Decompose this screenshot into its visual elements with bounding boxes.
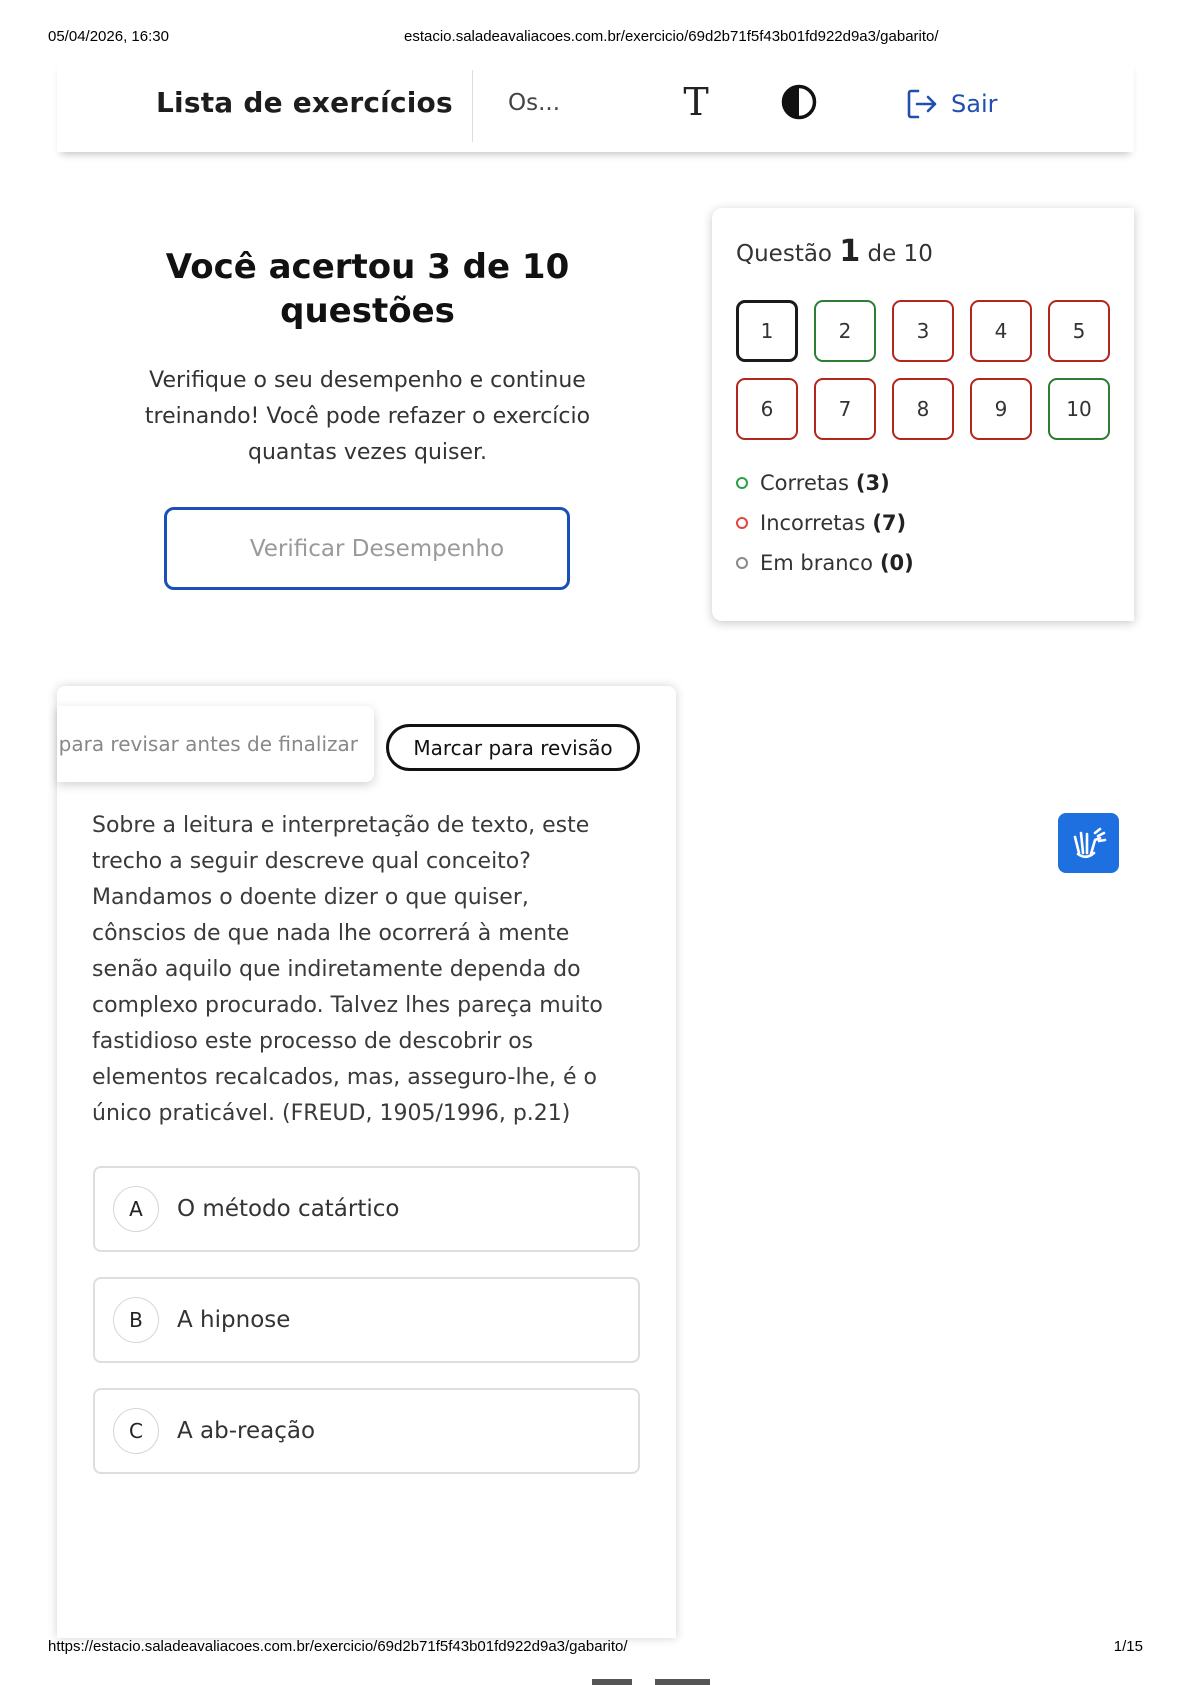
- option-c-text: A ab-reação: [177, 1418, 316, 1444]
- page-title: Lista de exercícios: [156, 86, 453, 119]
- question-1-button[interactable]: 1: [736, 300, 798, 362]
- subject-label[interactable]: Os...: [508, 90, 561, 116]
- logout-label: Sair: [951, 90, 998, 118]
- print-footer-url: https://estacio.saladeavaliacoes.com.br/exercicio/69d2b71f5f43b01fd922d9a3/gabarito/: [48, 1638, 628, 1655]
- logout-icon: [905, 87, 939, 121]
- question-text: [92, 808, 647, 1132]
- review-tooltip: para revisar antes de finalizar: [57, 706, 374, 782]
- print-footer: [0, 1638, 1191, 1658]
- status-legend: [736, 463, 914, 583]
- option-b-text: A hipnose: [177, 1307, 291, 1333]
- legend-blank: [736, 543, 914, 583]
- option-b[interactable]: [93, 1277, 640, 1363]
- question-4-button[interactable]: 4: [970, 300, 1032, 362]
- question-8-button[interactable]: 8: [892, 378, 954, 440]
- question-3-button[interactable]: 3: [892, 300, 954, 362]
- question-line: trecho a seguir descreve qual conceito?: [92, 849, 531, 874]
- legend-incorrect-count: (7): [872, 511, 907, 535]
- navigator-title: [736, 234, 933, 269]
- question-line: Mandamos o doente dizer o que quiser,: [92, 885, 529, 910]
- sign-language-button[interactable]: [1058, 813, 1119, 873]
- question-6-button[interactable]: 6: [736, 378, 798, 440]
- question-line: elementos recalcados, mas, asseguro-lhe, é o: [92, 1065, 598, 1090]
- legend-blank-count: (0): [879, 551, 914, 575]
- result-title: Você acertou 3 de 10 questões: [165, 247, 570, 331]
- navigator-suffix: de 10: [867, 241, 933, 267]
- legend-correct: [736, 463, 914, 503]
- question-line: senão aquilo que indiretamente dependa do: [92, 957, 581, 982]
- question-7-button[interactable]: 7: [814, 378, 876, 440]
- question-line: fastidioso este processo de descobrir os: [92, 1029, 534, 1054]
- option-c[interactable]: [93, 1388, 640, 1474]
- blank-dot-icon: [736, 557, 748, 569]
- navigator-current: 1: [839, 234, 861, 269]
- print-header: [0, 28, 1191, 48]
- question-2-button[interactable]: 2: [814, 300, 876, 362]
- contrast-icon[interactable]: [781, 84, 817, 120]
- legend-incorrect: [736, 503, 914, 543]
- option-a[interactable]: [93, 1166, 640, 1252]
- navigator-prefix: Questão: [736, 241, 832, 267]
- verify-performance-button[interactable]: Verificar Desempenho: [164, 507, 570, 590]
- mark-for-review-button[interactable]: Marcar para revisão: [386, 724, 640, 771]
- result-description: Verifique o seu desempenho e continue treinando! Você pode refazer o exercício quantas vezes quiser.: [144, 368, 591, 465]
- question-line: Sobre a leitura e interpretação de texto, este: [92, 813, 590, 838]
- question-grid: [736, 300, 1112, 440]
- option-a-letter: A: [113, 1186, 159, 1232]
- option-a-text: O método catártico: [177, 1196, 400, 1222]
- correct-dot-icon: [736, 477, 748, 489]
- app-header: [57, 60, 1134, 152]
- question-9-button[interactable]: 9: [970, 378, 1032, 440]
- option-c-letter: C: [113, 1408, 159, 1454]
- question-navigator: [712, 208, 1134, 621]
- question-10-button[interactable]: 10: [1048, 378, 1110, 440]
- sign-language-icon: [1069, 823, 1109, 863]
- logout-button[interactable]: [905, 86, 997, 122]
- cutoff-fragment: [655, 1679, 710, 1685]
- cutoff-fragment: [592, 1679, 632, 1685]
- question-5-button[interactable]: 5: [1048, 300, 1110, 362]
- incorrect-dot-icon: [736, 517, 748, 529]
- legend-incorrect-label: Incorretas: [760, 511, 866, 535]
- legend-correct-label: Corretas: [760, 471, 849, 495]
- question-line: único praticável. (FREUD, 1905/1996, p.21): [92, 1101, 571, 1126]
- question-card: [57, 686, 676, 1638]
- print-url: estacio.saladeavaliacoes.com.br/exercicio/69d2b71f5f43b01fd922d9a3/gabarito/: [404, 28, 939, 45]
- question-line: complexo procurado. Talvez lhes pareça muito: [92, 993, 603, 1018]
- question-line: cônscios de que nada lhe ocorrerá à mente: [92, 921, 570, 946]
- print-page-number: 1/15: [1113, 1638, 1143, 1655]
- text-size-icon[interactable]: T: [683, 80, 709, 124]
- print-datetime: 05/04/2026, 16:30: [48, 28, 169, 45]
- legend-correct-count: (3): [855, 471, 890, 495]
- header-divider: [472, 70, 473, 142]
- option-b-letter: B: [113, 1297, 159, 1343]
- legend-blank-label: Em branco: [760, 551, 873, 575]
